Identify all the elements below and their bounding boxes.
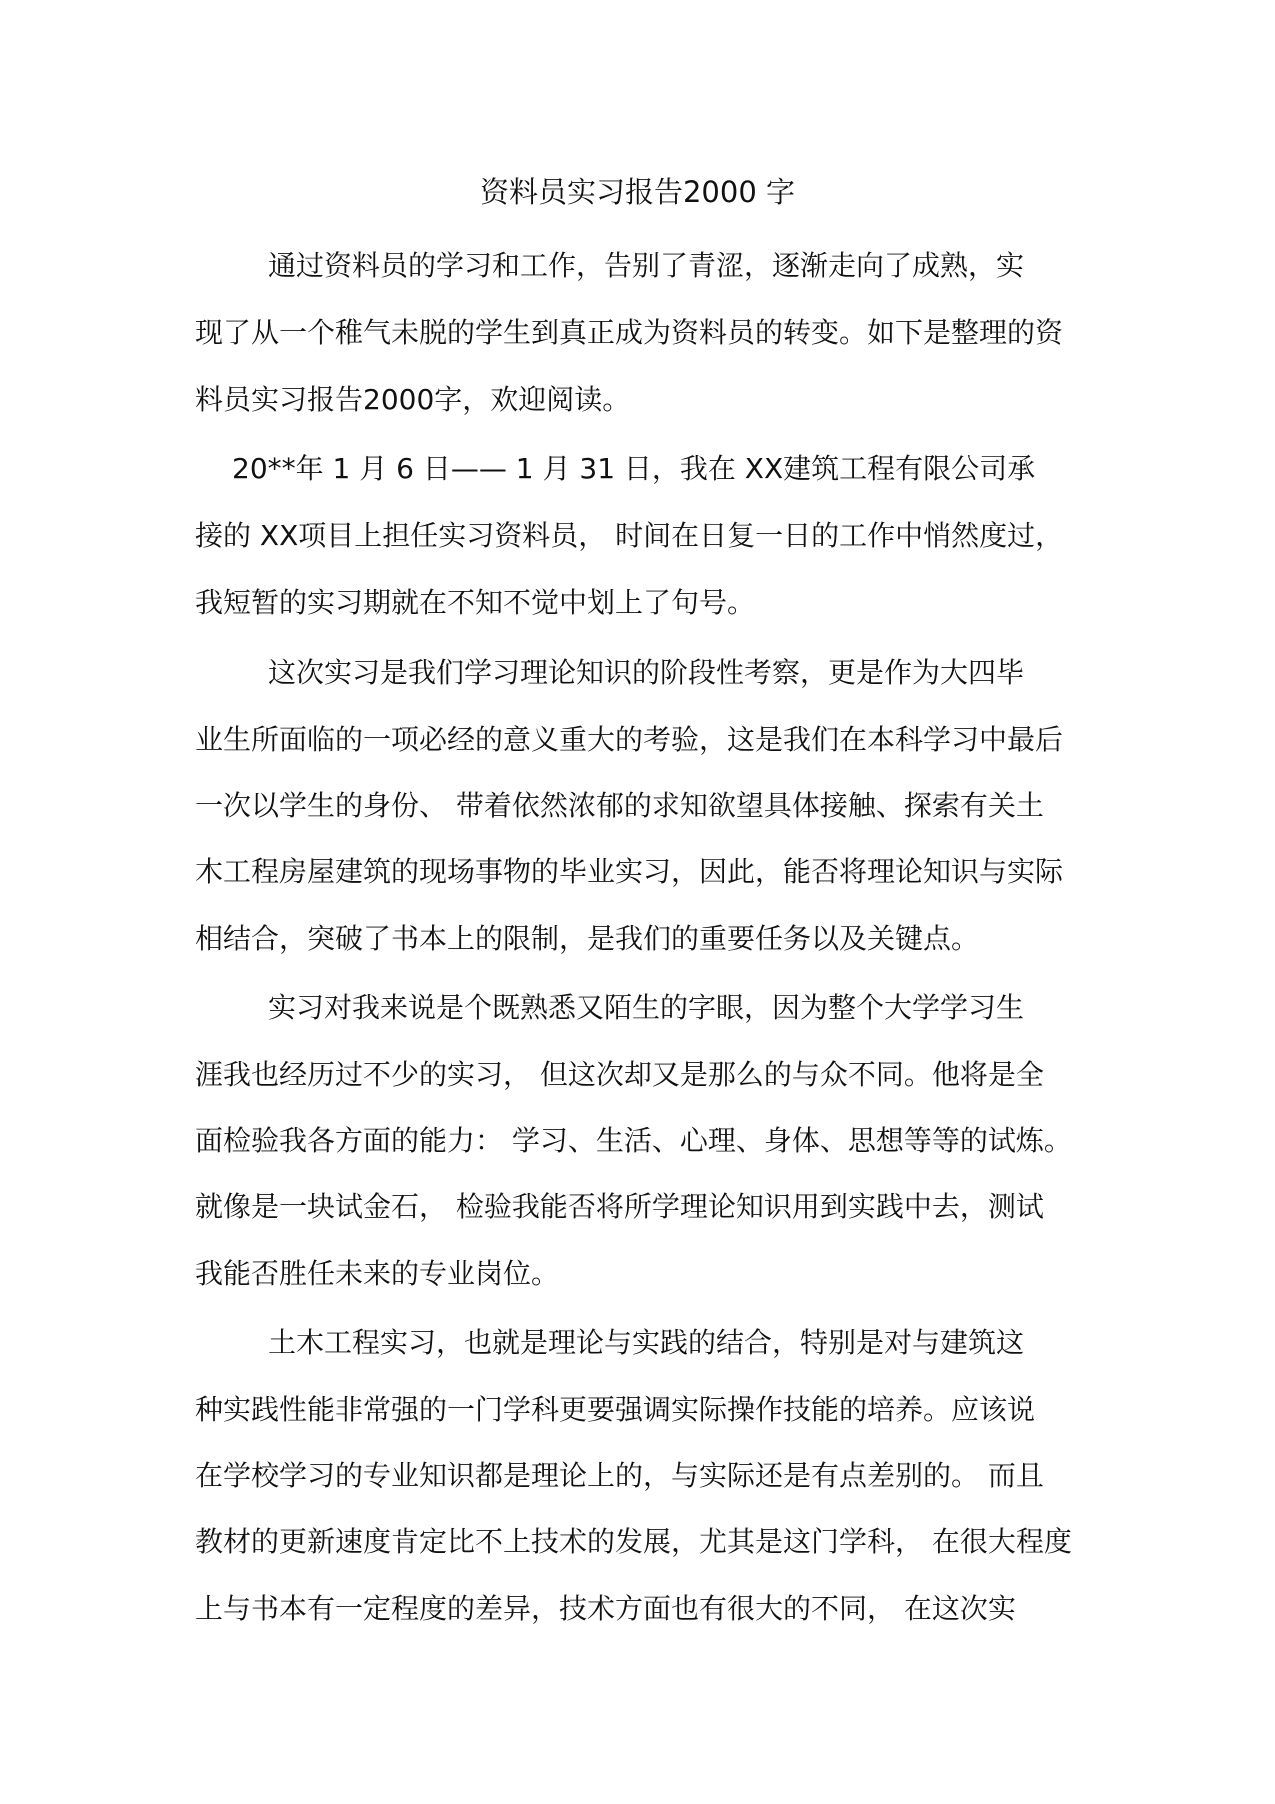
paragraph-line: 一次以学生的身份、 带着依然浓郁的求知欲望具体接触、探索有关土 xyxy=(195,789,1044,822)
paragraph-line: 通过资料员的学习和工作，告别了青涩，逐渐走向了成熟，实 xyxy=(268,249,1025,282)
paragraph-line: 就像是一块试金石， 检验我能否将所学理论知识用到实践中去，测试 xyxy=(195,1190,1044,1223)
paragraph-line: 料员实习报告2000字，欢迎阅读。 xyxy=(195,383,631,416)
paragraph-line: 实习对我来说是个既熟悉又陌生的字眼，因为整个大学学习生 xyxy=(268,991,1025,1024)
paragraph-line: 上与书本有一定程度的差异，技术方面也有很大的不同， 在这次实 xyxy=(195,1592,1016,1625)
paragraph-line: 业生所面临的一项必经的意义重大的考验，这是我们在本科学习中最后 xyxy=(195,723,1064,756)
paragraph-line: 20**年 1 月 6 日—— 1 月 31 日，我在 XX建筑工程有限公司承 xyxy=(232,452,1036,485)
paragraph-line: 这次实习是我们学习理论知识的阶段性考察，更是作为大四毕 xyxy=(268,656,1025,689)
paragraph-line: 面检验我各方面的能力： 学习、生活、心理、身体、思想等等的试炼。 xyxy=(195,1124,1072,1157)
paragraph-line: 木工程房屋建筑的现场事物的毕业实习，因此，能否将理论知识与实际 xyxy=(195,855,1064,888)
paragraph-line: 涯我也经历过不少的实习， 但这次却又是那么的与众不同。他将是全 xyxy=(195,1058,1044,1091)
paragraph-line: 种实践性能非常强的一门学科更要强调实际操作技能的培养。应该说 xyxy=(195,1393,1036,1426)
paragraph-line: 我短暂的实习期就在不知不觉中划上了句号。 xyxy=(195,586,756,619)
paragraph-line: 现了从一个稚气未脱的学生到真正成为资料员的转变。如下是整理的资 xyxy=(195,316,1064,349)
paragraph-line: 相结合，突破了书本上的限制，是我们的重要任务以及关键点。 xyxy=(195,922,980,955)
paragraph-line: 教材的更新速度肯定比不上技术的发展，尤其是这门学科， 在很大程度 xyxy=(195,1525,1072,1558)
paragraph-line: 我能否胜任未来的专业岗位。 xyxy=(195,1257,560,1290)
paragraph-line: 在学校学习的专业知识都是理论上的，与实际还是有点差别的。 而且 xyxy=(195,1459,1044,1492)
document-title: 资料员实习报告2000 字 xyxy=(479,175,796,209)
paragraph-line: 土木工程实习，也就是理论与实践的结合，特别是对与建筑这 xyxy=(268,1326,1025,1359)
paragraph-line: 接的 XX项目上担任实习资料员， 时间在日复一日的工作中悄然度过， xyxy=(195,519,1064,552)
